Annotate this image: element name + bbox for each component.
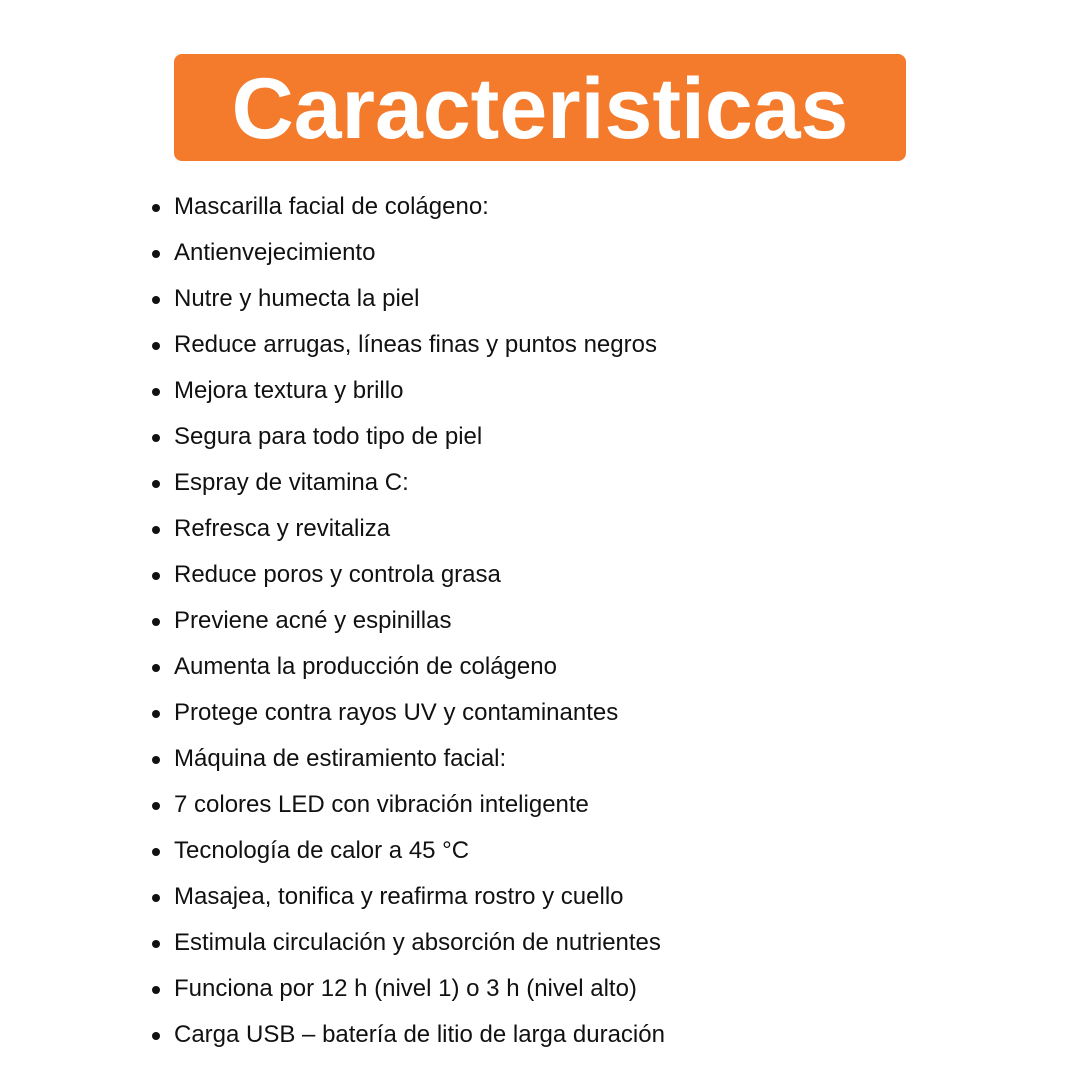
list-item xyxy=(150,828,1010,874)
list-item xyxy=(150,966,1010,1012)
bullet-icon xyxy=(152,1032,160,1040)
title-banner xyxy=(174,54,906,161)
feature-text: Estimula circulación y absorción de nutrientes xyxy=(174,929,661,956)
feature-text: Segura para todo tipo de piel xyxy=(174,423,483,450)
bullet-icon xyxy=(152,388,160,396)
feature-text: Espray de vitamina C: xyxy=(174,469,409,496)
list-item xyxy=(150,1012,1010,1058)
list-item xyxy=(150,598,1010,644)
feature-text: Refresca y revitaliza xyxy=(174,515,391,542)
bullet-icon xyxy=(152,526,160,534)
feature-text: Máquina de estiramiento facial: xyxy=(174,745,507,772)
feature-text: Antienvejecimiento xyxy=(174,239,376,266)
bullet-icon xyxy=(152,986,160,994)
list-item xyxy=(150,874,1010,920)
bullet-icon xyxy=(152,250,160,258)
list-item xyxy=(150,276,1010,322)
list-item xyxy=(150,506,1010,552)
feature-text: Mejora textura y brillo xyxy=(174,377,404,404)
feature-text: Protege contra rayos UV y contaminantes xyxy=(174,699,619,726)
bullet-icon xyxy=(152,664,160,672)
list-item xyxy=(150,460,1010,506)
list-item xyxy=(150,414,1010,460)
list-item xyxy=(150,230,1010,276)
bullet-icon xyxy=(152,802,160,810)
feature-text: Carga USB – batería de litio de larga duración xyxy=(174,1021,665,1048)
bullet-icon xyxy=(152,894,160,902)
bullet-icon xyxy=(152,434,160,442)
list-item xyxy=(150,368,1010,414)
list-item xyxy=(150,322,1010,368)
feature-text: Tecnología de calor a 45 °C xyxy=(174,837,470,864)
bullet-icon xyxy=(152,296,160,304)
list-item xyxy=(150,184,1010,230)
feature-text: Funciona por 12 h (nivel 1) o 3 h (nivel alto) xyxy=(174,975,637,1002)
bullet-icon xyxy=(152,940,160,948)
feature-list xyxy=(150,184,1010,1058)
list-item xyxy=(150,920,1010,966)
bullet-icon xyxy=(152,710,160,718)
feature-text: Previene acné y espinillas xyxy=(174,607,452,634)
list-item xyxy=(150,552,1010,598)
page-title: Caracteristicas xyxy=(231,60,849,157)
list-item xyxy=(150,690,1010,736)
feature-text: Nutre y humecta la piel xyxy=(174,285,420,312)
bullet-icon xyxy=(152,756,160,764)
bullet-icon xyxy=(152,572,160,580)
list-item xyxy=(150,644,1010,690)
feature-text: Aumenta la producción de colágeno xyxy=(174,653,557,680)
feature-text: Reduce poros y controla grasa xyxy=(174,561,501,588)
bullet-icon xyxy=(152,480,160,488)
bullet-icon xyxy=(152,848,160,856)
bullet-icon xyxy=(152,342,160,350)
feature-text: 7 colores LED con vibración inteligente xyxy=(174,791,589,818)
list-item xyxy=(150,782,1010,828)
bullet-icon xyxy=(152,618,160,626)
feature-text: Reduce arrugas, líneas finas y puntos negros xyxy=(174,331,657,358)
feature-text: Masajea, tonifica y reafirma rostro y cuello xyxy=(174,883,624,910)
feature-text: Mascarilla facial de colágeno: xyxy=(174,193,489,220)
bullet-icon xyxy=(152,204,160,212)
list-item xyxy=(150,736,1010,782)
